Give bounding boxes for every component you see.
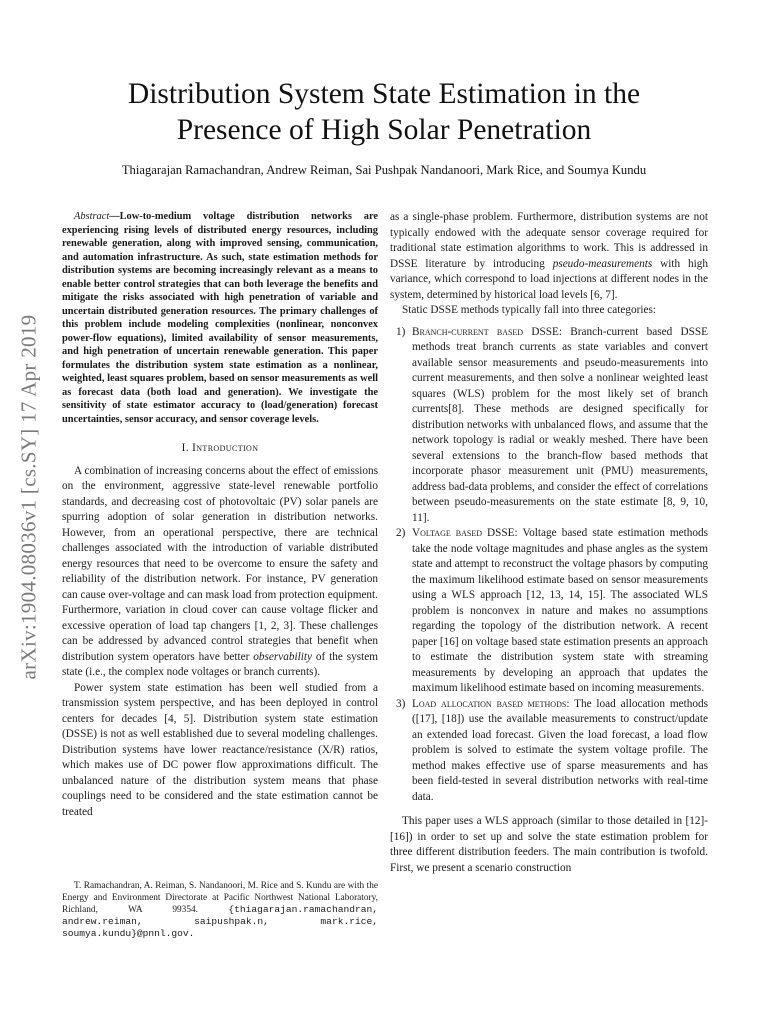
- section-title: Introduction: [192, 442, 259, 454]
- list-item-body: [412, 697, 708, 806]
- title-line-1: Distribution System State Estimation in the: [127, 78, 641, 110]
- footnote-text: T. Ramachandran, A. Reiman, S. Nandanoori, M. Rice and S. Kundu are with the Energy and Environment Directorate at Pacific Northwest National Laboratory, Richland, WA 99354.: [62, 881, 378, 915]
- method-suffix: DSSE:: [482, 527, 523, 539]
- list-item: [390, 526, 708, 697]
- dsse-method-list: [390, 325, 708, 806]
- right-p1-text-a: as a single-phase problem. Furthermore, distribution systems are not typically endowed with the adequate sensor coverage required for traditional state estimation algorithms to work. This is addressed in DSSE literature by introducing: [390, 211, 708, 270]
- intro-paragraph-2: Power system state estimation has been well studied from a transmission system perspective, and has been deployed in control centers for decades [4, 5]. Distribution system state estimation (DSSE) is not as well established due to several modeling challenges. Distribution systems have lower reactance/resistance (X/R) ratios, which makes use of DC power flow approximations difficult. The unbalanced nature of the distribution system means that phase couplings need to be considered and the state estimation cannot be treated: [62, 681, 378, 818]
- abstract-label: Abstract: [74, 211, 110, 222]
- footnote-paragraph: [62, 880, 378, 940]
- right-p1-text-b: with high variance, which correspond to load injections at different nodes in the system, determined by historical load levels [6, 7].: [390, 257, 708, 301]
- section-heading-introduction: [62, 441, 378, 457]
- method-suffix: :: [566, 697, 575, 710]
- right-p1-emphasis: pseudo-measurements: [552, 257, 653, 270]
- author-list: Thiagarajan Ramachandran, Andrew Reiman, Sai Pushpak Nandanoori, Mark Rice, and Soumya Kundu: [121, 163, 647, 177]
- method-description: Branch-current based DSSE methods treat branch currents as state variables and convert available sensor measurements and pseudo-measurements into current measurements, and then solve a nonlinear weighted least squares (WLS) problem for the most likely set of branch currents[8]. These methods are designed specifically for distribution networks with unbalanced flows, and assume that the network topology is radial or weakly meshed. There have been several extensions to the branch-flow based methods that incorporate phasor measurement unit (PMU) measurements, address bad-data problems, and consider the effect of correlations between pseudo-measurements on the state estimate [8, 9, 10, 11].: [412, 325, 709, 524]
- list-item: [390, 697, 708, 806]
- right-paragraph-2: Static DSSE methods typically fall into three categories:: [402, 304, 657, 316]
- left-column: [62, 210, 378, 820]
- section-number: I.: [181, 442, 193, 454]
- right-paragraph-3: This paper uses a WLS approach (similar to those detailed in [12]-[16]) in order to set up and solve the state estimation problem for three different distribution feeders. The main contribution is twofold. First, we present a scenario construction: [390, 815, 708, 874]
- intro-p1-text-b: of the system state (i.e., the complex node voltages or branch currents).: [62, 650, 378, 678]
- intro-p1-text-a: A combination of increasing concerns about the effect of emissions on the environment, aggressive state-level renewable portfolio standards, and decreasing cost of photovoltaic (PV) solar panels are spurring adoption of solar generation in distribution networks. However, from an operational perspective, there are technical challenges associated with the introduction of variable distributed energy resources that need to be overcome to ensure the safety and reliability of the distribution network. For instance, PV generation can cause over-voltage and can mask load from protection equipment. Furthermore, variation in cloud cover can cause voltage flicker and excessive operation of load tap changers [1, 2, 3]. These challenges can be addressed by advanced control strategies that benefit when distribution system operators have better: [62, 464, 378, 663]
- intro-p1-emphasis: observability: [253, 650, 312, 663]
- paper-title: [60, 76, 708, 148]
- abstract: [62, 210, 378, 426]
- author-emails: {thiagarajan.ramachandran, andrew.reiman, saipushpak.n, mark.rice, soumya.kundu}@pnnl.gov.: [62, 904, 378, 939]
- abstract-text: —Low-to-medium voltage distribution networks are experiencing rising levels of distributed energy resources, including renewable generation, along with improved sensing, communication, and automation infrastructure. As such, state estimation methods for distribution systems are becoming increasingly relevant as a means to enable better control strategies that can both leverage the benefits and mitigate the risks associated with high penetration of variable and uncertain distributed generation resources. The primary challenges of this problem include modeling complexities (nonlinear, nonconvex power-flow equations), limited availability of sensor measurements, and high penetration of uncertain renewable generation. This paper formulates the distribution system state estimation as a nonlinear, weighted, least squares problem, based on sensor measurements as well as forecast data (both load and generation). We investigate the sensitivity of state estimator accuracy to (load/generation) forecast uncertainties, sensor accuracy, and sensor coverage levels.: [62, 211, 378, 425]
- right-column: [390, 210, 708, 876]
- method-suffix: DSSE:: [523, 325, 571, 338]
- intro-paragraph-1: [62, 464, 378, 681]
- method-name: Branch-current based: [412, 325, 524, 338]
- list-item-number: 1): [396, 325, 406, 338]
- list-item-number: 3): [396, 697, 406, 710]
- right-paragraph-1: [390, 210, 708, 303]
- list-item-body: [412, 325, 708, 527]
- author-affiliation-footnote: [62, 880, 378, 940]
- arxiv-identifier-text: arXiv:1904.08036v1 [cs.SY] 17 Apr 2019: [16, 314, 41, 680]
- method-description: Voltage based state estimation methods take the node voltage magnitudes and phase angles as the system state and attempt to reconstruct the voltage phasors by computing the maximum likelihood estimate based on sensor measurements using a WLS approach [12, 13, 14, 15]. The associated WLS problem is nonconvex in nature and makes no assumptions regarding the topology of the distribution network. A recent paper [16] on voltage based state estimation presents an approach to estimate the distribution system state with streaming measurements by developing an approach that updates the maximum likelihood estimate based on incoming measurements.: [412, 527, 708, 694]
- list-item: [390, 325, 708, 527]
- method-description: The load allocation methods ([17], [18]) use the available measurements to construct/update an extended load forecast. Given the load forecast, a load flow problem is solved to estimate the system voltage profile. The method makes effective use of sparse measurements and has been field-tested in several distribution networks with real-time data.: [412, 697, 708, 803]
- list-item-body: [412, 526, 708, 697]
- list-item-number: 2): [396, 527, 406, 539]
- method-name: Voltage based: [412, 527, 482, 539]
- title-line-2: Presence of High Solar Penetration: [176, 114, 592, 146]
- method-name: Load allocation based methods: [412, 697, 567, 710]
- arxiv-identifier: [16, 262, 42, 732]
